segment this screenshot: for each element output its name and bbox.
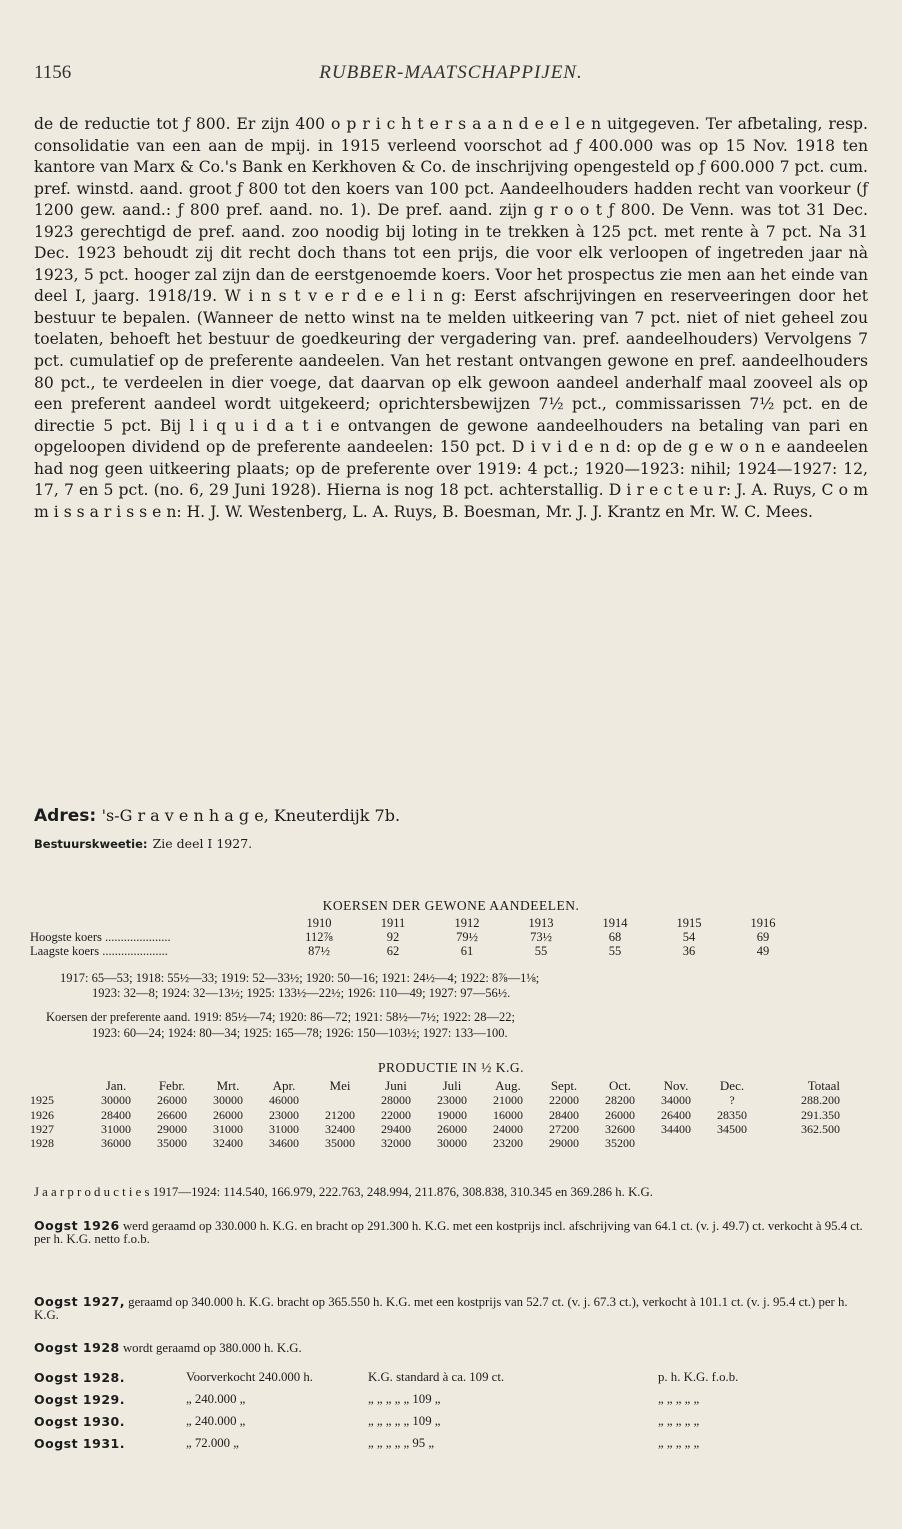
table-cell: 112⅞ [305, 930, 333, 944]
column-header: Mei [329, 1078, 351, 1093]
row-label: Laagste koers ..................... [30, 944, 168, 958]
jaarproducties-paragraph: J a a r p r o d u c t i e s 1917—1924: 114.540, 166.979, 222.763, 248.994, 211.876, 308.838, 310.345 en 369.286 h. K.G. [34, 1185, 653, 1199]
table-cell: 35000 [325, 1136, 355, 1151]
table-cell: „ 240.000 „ [186, 1391, 246, 1406]
column-header: Oct. [608, 1078, 632, 1093]
koersen-title: KOERSEN DER GEWONE AANDEELEN. [322, 898, 580, 913]
oogst-1926-paragraph [34, 1220, 868, 1246]
body-paragraph: de de reductie tot ƒ 800. Er zijn 400 o p r i c h t e r s a a n d e e l e n uitgegeven. Ter afbetaling, resp. consolidatie van een aan de mpij. in 1915 verleend voorschot ad ƒ 400.000 was op 15 Nov. 1918 ten kantore van Marx & Co.'s Bank en Kerkhoven & Co. de inschrijving opengesteld op ƒ 600.000 7 pct. cum. pref. winstd. aand. groot ƒ 800 tot den koers van 100 pct. Aandeelhouders hadden recht van voorkeur (ƒ 1200 gew. aand.: ƒ 800 pref. aand. no. 1). De pref. aand. zijn g r o o t ƒ 800. De Venn. was tot 31 Dec. 1923 gerechtigd de pref. aand. zoo noodig bij loting in te trekken à 125 pct. met rente à 7 pct. Na 31 Dec. 1923 behoudt zij dit recht doch thans tot een prijs, die voor elk verloopen of ingetreden jaar nà 1923, 5 pct. hooger zal zijn dan de eerstgenoemde koers. Voor het prospectus zie men aan het einde van deel I, jaarg. 1918/19. W i n s t v e r d e e l i n g: Eerst afschrijvingen en reserveeringen door het bestuur te bepalen. (Wanneer de netto winst na te melden uitkeering van 7 pct. niet of niet geheel zou toelaten, behoeft het bestuur de goedkeuring der vergadering van. pref. aandeelhouders) Vervolgens 7 pct. cumulatief op de preferente aandeelen. Van het restant ontvangen gewone en pref. aandeelhouders 80 pct., te verdeelen in dier voege, dat daarvan op elk gewoon aandeel anderhalf maal zooveel als op een preferent aandeel wordt uitgekeerd; oprichtersbewijzen 7½ pct., commissarissen 7½ pct. en de directie 5 pct. Bij l i q u i d a t i e ontvangen de gewone aandeelhouders na betaling van pari en opgeloopen dividend op de preferente aandeelen: 150 pct. D i v i d e n d: op de g e w o n e aandeelen had nog geen uitkeering plaats; op de preferente over 1919: 4 pct.; 1920—1923: nihil; 1924—1927: 12, 17, 7 en 5 pct. (no. 6, 29 Juni 1928). Hierna is nog 18 pct. achterstallig. D i r e c t e u r: J. A. Ruys, C o m m i s s a r i s s e n: H. J. W. Westenberg, L. A. Ruys, B. Boesman, Mr. J. J. Krantz en Mr. W. C. Mees. [34, 115, 868, 521]
productie-body [30, 1093, 840, 1150]
table-cell: 55 [608, 944, 622, 958]
table-cell: 362.500 [801, 1121, 840, 1136]
verkocht-table [34, 1366, 848, 1454]
oogst-label: Oogst 1929. [34, 1391, 125, 1407]
table-cell: 61 [460, 944, 474, 958]
table-cell: 46000 [269, 1093, 299, 1108]
table-cell [760, 1136, 840, 1150]
column-header: Mrt. [216, 1078, 240, 1093]
table-cell: 79½ [456, 930, 478, 944]
table-cell: 288.200 [801, 1093, 840, 1108]
column-header: Dec. [719, 1078, 745, 1093]
year-cell: 1915 [676, 916, 702, 930]
bestuur-label: Bestuurskweetie: [34, 837, 148, 851]
table-cell: 73½ [530, 930, 552, 944]
year-cell: 1912 [454, 916, 480, 930]
table-cell: 30000 [437, 1136, 467, 1151]
table-row [30, 1108, 840, 1122]
column-header: Febr. [158, 1078, 186, 1093]
table-cell: 32000 [381, 1136, 411, 1151]
table-cell: 23000 [437, 1093, 467, 1108]
address-label: Adres: [34, 806, 97, 826]
table-row [34, 1388, 848, 1410]
table-cell: 31000 [213, 1121, 243, 1136]
table-cell: 62 [386, 944, 400, 958]
row-year: 1928 [30, 1136, 54, 1151]
oogst-label: Oogst 1928. [34, 1369, 125, 1385]
table-cell: 49 [756, 944, 770, 958]
table-cell: ? [729, 1093, 735, 1108]
table-cell: 31000 [269, 1121, 299, 1136]
column-header: Apr. [272, 1078, 296, 1093]
column-header: Nov. [663, 1078, 689, 1093]
table-cell: 22000 [549, 1093, 579, 1108]
oogst-text: werd geraamd op 330.000 h. K.G. en bracht op 291.300 h. K.G. met een kostprijs incl. afschrijving van 64.1 ct. (v. j. 49.7) ct. verkocht à 95.4 ct. per h. K.G. netto f.o.b. [34, 1219, 863, 1246]
productie-table [30, 1079, 840, 1150]
table-row [30, 1093, 840, 1107]
running-title: RUBBER-MAATSCHAPPIJEN. [319, 62, 583, 83]
oogst-label: Oogst 1928 [34, 1340, 120, 1355]
oogst-1928-paragraph [34, 1342, 868, 1355]
page-number: 1156 [34, 62, 72, 83]
table-cell: 26000 [213, 1107, 243, 1122]
year-cell: 1916 [750, 916, 776, 930]
row-label: Hoogste koers ..................... [30, 930, 171, 944]
table-cell: „ „ „ „ „ 109 „ [368, 1391, 441, 1406]
table-cell: Voorverkocht 240.000 h. [186, 1369, 314, 1384]
koersen-year-row [30, 916, 800, 930]
oogst-label: Oogst 1931. [34, 1435, 125, 1451]
table-cell: „ „ „ „ „ 109 „ [368, 1413, 441, 1428]
table-cell: 26000 [157, 1093, 187, 1108]
table-cell: 30000 [213, 1093, 243, 1108]
table-cell: 28350 [717, 1107, 747, 1122]
table-cell: 28400 [549, 1107, 579, 1122]
table-row [30, 1122, 840, 1136]
table-cell: 21000 [493, 1093, 523, 1108]
table-cell [704, 1136, 760, 1150]
table-cell: 55 [534, 944, 548, 958]
table-cell: 36 [682, 944, 696, 958]
table-cell: 34400 [661, 1121, 691, 1136]
table-cell: 29400 [381, 1121, 411, 1136]
column-header: Sept. [550, 1078, 578, 1093]
table-cell: 34500 [717, 1121, 747, 1136]
table-cell: 19000 [437, 1107, 467, 1122]
koersen-pref-1: Koersen der preferente aand. 1919: 85½—74; 1920: 86—72; 1921: 58½—7½; 1922: 28—22; [46, 1010, 516, 1024]
koersen-table [30, 916, 800, 958]
column-header: Juni [385, 1078, 407, 1093]
year-cell: 1914 [602, 916, 628, 930]
productie-title: PRODUCTIE IN ½ K.G. [378, 1060, 524, 1075]
table-cell: 30000 [101, 1093, 131, 1108]
table-row [34, 1410, 848, 1432]
table-cell [648, 1136, 704, 1150]
oogst-text: geraamd op 340.000 h. K.G. bracht op 365.550 h. K.G. met een kostprijs van 52.7 ct. (v. j. 67.3 ct.), verkocht à 101.1 ct. (v. j. 95.4 ct.) per h. K.G. [34, 1295, 848, 1322]
table-cell: K.G. standard à ca. 109 ct. [368, 1369, 505, 1384]
table-cell: 34000 [661, 1093, 691, 1108]
oogst-label: Oogst 1926 [34, 1218, 120, 1233]
column-header: Totaal [807, 1078, 840, 1093]
table-cell: 26600 [157, 1107, 187, 1122]
oogst-text: wordt geraamd op 380.000 h. K.G. [122, 1341, 302, 1355]
table-cell: 28000 [381, 1093, 411, 1108]
oogst-label: Oogst 1930. [34, 1413, 125, 1429]
table-row [34, 1432, 848, 1454]
table-row [34, 1366, 848, 1388]
table-cell: 32600 [605, 1121, 635, 1136]
koersen-pref-2: 1923: 60—24; 1924: 80—34; 1925: 165—78; 1926: 150—103½; 1927: 133—100. [92, 1026, 508, 1040]
table-cell: 35000 [157, 1136, 187, 1151]
table-cell: 69 [756, 930, 770, 944]
column-header: Aug. [495, 1078, 521, 1093]
table-cell: 21200 [325, 1107, 355, 1122]
table-cell: 291.350 [801, 1107, 840, 1122]
table-cell: „ 72.000 „ [186, 1435, 239, 1450]
table-cell: 28200 [605, 1093, 635, 1108]
table-cell: 36000 [101, 1136, 131, 1151]
table-cell: 27200 [549, 1121, 579, 1136]
row-year: 1927 [30, 1121, 54, 1136]
table-cell: 23200 [493, 1136, 523, 1151]
table-row [30, 1136, 840, 1150]
table-cell: 92 [386, 930, 400, 944]
productie-header-row [30, 1079, 840, 1093]
table-cell: „ „ „ „ „ [658, 1391, 700, 1406]
table-cell: 24000 [493, 1121, 523, 1136]
table-cell [312, 1093, 368, 1107]
year-cell: 1913 [528, 916, 554, 930]
address-line [34, 806, 400, 826]
bestuur-line [34, 833, 252, 852]
column-header: Juli [442, 1078, 462, 1093]
bestuur-value: Zie deel I 1927. [152, 836, 253, 851]
table-cell: 54 [682, 930, 696, 944]
table-cell: 68 [608, 930, 622, 944]
table-cell: 26400 [661, 1107, 691, 1122]
row-year: 1925 [30, 1093, 54, 1108]
koersen-row-high [30, 930, 800, 944]
koersen-extra-2: 1923: 32—8; 1924: 32—13½; 1925: 133½—22½; 1926: 110—49; 1927: 97—56½. [92, 986, 511, 1000]
table-cell: „ 240.000 „ [186, 1413, 246, 1428]
page-header [34, 62, 868, 86]
year-cell: 1910 [306, 916, 332, 930]
table-cell: 28400 [101, 1107, 131, 1122]
table-cell: 26000 [605, 1107, 635, 1122]
table-cell: 31000 [101, 1121, 131, 1136]
address-value: 's-G r a v e n h a g e, Kneuterdijk 7b. [101, 806, 401, 825]
table-cell: „ „ „ „ „ [658, 1435, 700, 1450]
table-cell: 29000 [157, 1121, 187, 1136]
oogst-1927-paragraph [34, 1296, 868, 1322]
table-cell: 22000 [381, 1107, 411, 1122]
table-cell: 32400 [213, 1136, 243, 1151]
column-header: Jan. [105, 1078, 127, 1093]
year-cell: 1911 [380, 916, 406, 930]
table-cell: 26000 [437, 1121, 467, 1136]
table-cell: 34600 [269, 1136, 299, 1151]
verkocht-body [34, 1366, 848, 1454]
table-cell: p. h. K.G. f.o.b. [658, 1369, 739, 1384]
table-cell: 29000 [549, 1136, 579, 1151]
table-cell: 87½ [308, 944, 330, 958]
oogst-label: Oogst 1927, [34, 1294, 125, 1309]
table-cell: 32400 [325, 1121, 355, 1136]
row-year: 1926 [30, 1107, 54, 1122]
table-cell: 16000 [493, 1107, 523, 1122]
table-cell: „ „ „ „ „ 95 „ [368, 1435, 435, 1450]
koersen-extra-1: 1917: 65—53; 1918: 55½—33; 1919: 52—33½; 1920: 50—16; 1921: 24½—4; 1922: 8⅞—1⅛; [60, 971, 540, 985]
table-cell: „ „ „ „ „ [658, 1413, 700, 1428]
table-cell: 35200 [605, 1136, 635, 1151]
table-cell: 23000 [269, 1107, 299, 1122]
koersen-row-low [30, 944, 800, 958]
